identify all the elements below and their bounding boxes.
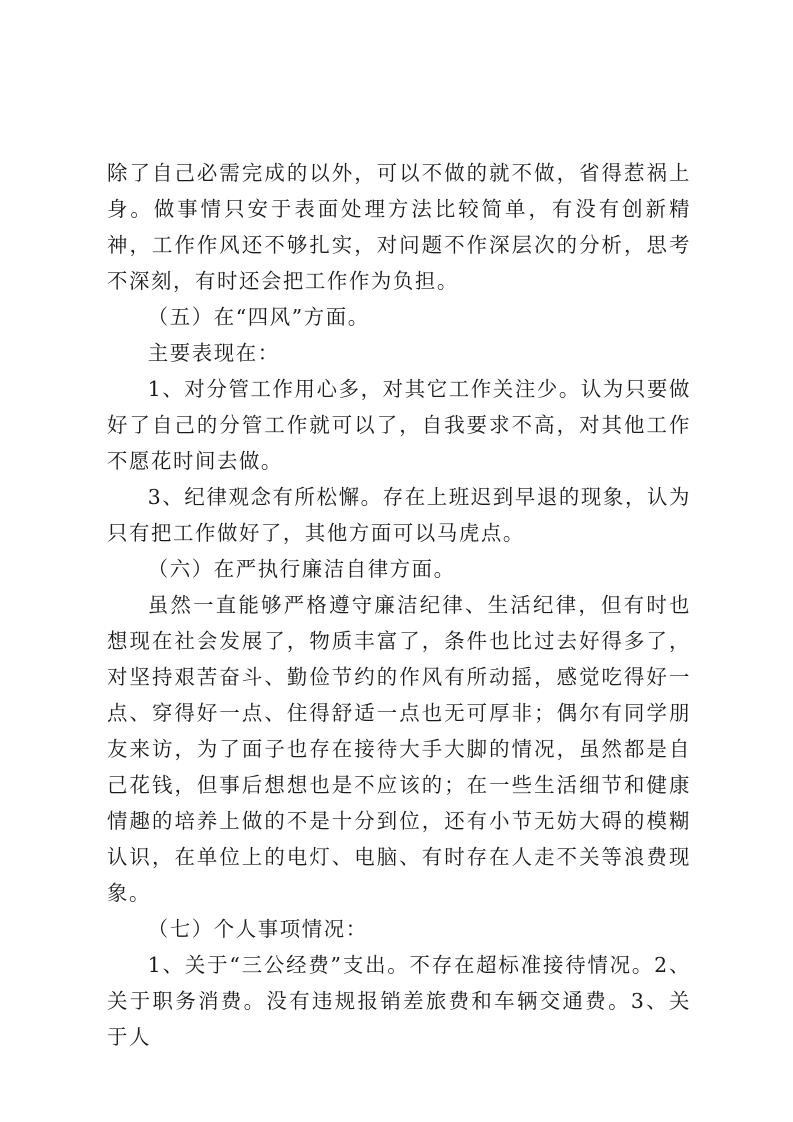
section-heading-7: （七）个人事项情况： bbox=[147, 917, 368, 941]
document-body bbox=[107, 155, 691, 1055]
paragraph-9: 1、关于“三公经费”支出。不存在超标准接待情况。2、关于职务消费。没有违规报销差旅费和车辆交通费。3、关于人 bbox=[107, 953, 691, 1049]
paragraph-4: 1、对分管工作用心多，对其它工作关注少。认为只要做好了自己的分管工作就可以了，自我要求不高，对其他工作不愿花时间去做。 bbox=[107, 377, 691, 473]
paragraph-5: 3、纪律观念有所松懈。存在上班迟到早退的现象，认为只有把工作做好了，其他方面可以马虎点。 bbox=[107, 485, 691, 545]
paragraph-7: 虽然一直能够严格遵守廉洁纪律、生活纪律，但有时也想现在社会发展了，物质丰富了，条件也比过去好得多了，对坚持艰苦奋斗、勤俭节约的作风有所动摇，感觉吃得好一点、穿得好一点、住得舒适一点也无可厚非；偶尔有同学朋友来访，为了面子也存在接待大手大脚的情况，虽然都是自己花钱，但事后想想也是不应该的；在一些生活细节和健康情趣的培养上做的不是十分到位，还有小节无妨大碍的模糊认识，在单位上的电灯、电脑、有时存在人走不关等浪费现象。 bbox=[107, 593, 691, 905]
section-heading-5: （五）在“四风”方面。 bbox=[147, 305, 370, 329]
paragraph-1: 除了自己必需完成的以外，可以不做的就不做，省得惹祸上身。做事情只安于表面处理方法比较简单，有没有创新精神，工作作风还不够扎实，对问题不作深层次的分析，思考不深刻，有时还会把工作作为负担。 bbox=[107, 161, 691, 293]
section-heading-6: （六）在严执行廉洁自律方面。 bbox=[147, 557, 456, 581]
paragraph-3: 主要表现在： bbox=[147, 341, 280, 365]
